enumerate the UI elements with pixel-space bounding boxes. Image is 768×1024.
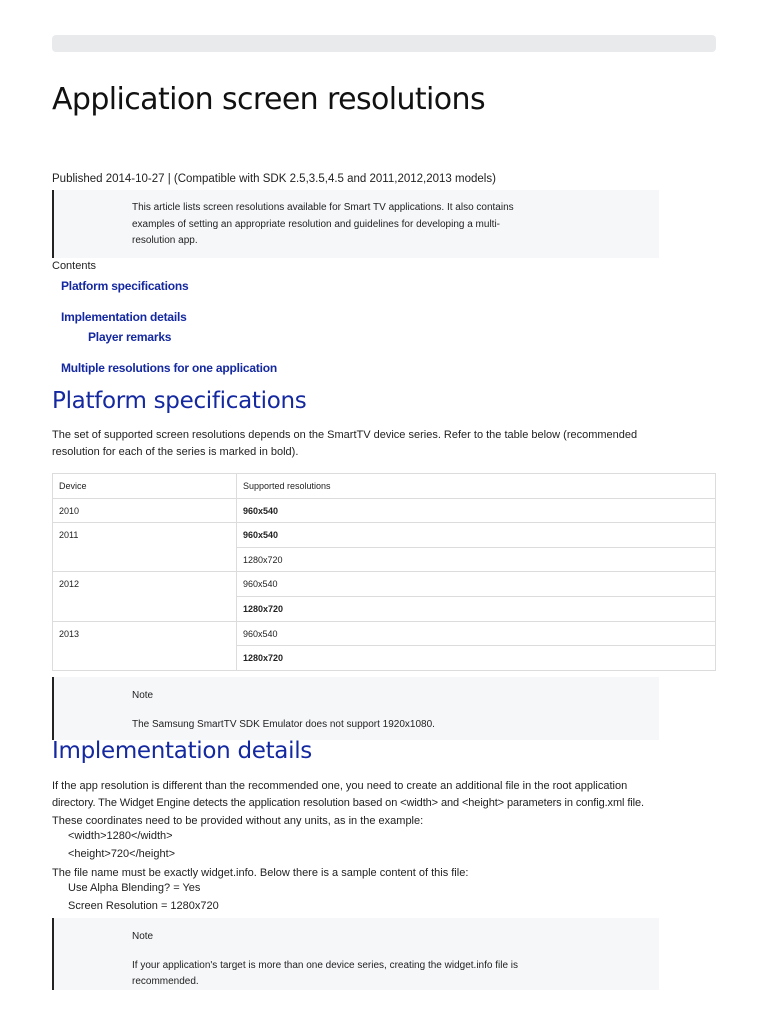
code-width: <width>1280</width> [68,830,173,842]
code-alpha: Use Alpha Blending? = Yes [68,882,201,894]
platform-intro [52,427,716,462]
filename-line: The file name must be exactly widget.info. Below there is a sample content of this file: [52,867,469,879]
platform-heading: Platform specifications [52,388,307,414]
resolution-cell: 1280x720 [237,547,716,572]
intro-line: examples of setting an appropriate resolution and guidelines for developing a multi- [132,218,501,230]
note-callout-2 [52,918,659,990]
implementation-line: directory. The Widget Engine detects the application resolution based on <width> and <height> parameters in config.xml file. [52,797,644,810]
table-header-row [53,474,716,499]
device-cell: 2012 [53,572,237,621]
resolution-cell: 1280x720 [237,596,716,621]
top-bar [52,35,716,52]
page-title: Application screen resolutions [52,82,485,117]
platform-intro-line: resolution for each of the series is marked in bold). [52,446,299,459]
device-cell: 2013 [53,621,237,670]
note-label: Note [132,931,154,942]
toc-link-multiple[interactable]: Multiple resolutions for one application [61,361,278,375]
note-text: recommended. [132,976,199,987]
resolution-cell: 960x540 [237,523,716,548]
published-info: Published 2014-10-27 | (Compatible with SDK 2.5,3.5,4.5 and 2011,2012,2013 models) [52,173,496,185]
intro-callout [52,190,659,258]
note-callout [52,677,659,740]
note-label: Note [132,690,154,701]
implementation-line: These coordinates need to be provided without any units, as in the example: [52,814,424,827]
code-height: <height>720</height> [68,848,176,860]
intro-line: resolution app. [132,235,198,246]
device-cell: 2011 [53,523,237,572]
toc-link-player[interactable]: Player remarks [88,330,172,344]
contents-label: Contents [52,260,97,272]
table-row [53,523,716,548]
table-row [53,621,716,646]
intro-line: This article lists screen resolutions available for Smart TV applications. It also contains [132,202,514,213]
table-row [53,498,716,523]
note-text: The Samsung SmartTV SDK Emulator does not support 1920x1080. [132,718,435,730]
implementation-line: If the app resolution is different than the recommended one, you need to create an additional file in the root application [52,780,628,792]
table-header: Device [53,474,237,499]
toc-link-platform[interactable]: Platform specifications [61,279,189,293]
device-cell: 2010 [53,498,237,523]
resolutions-table [52,473,716,671]
implementation-intro [52,778,716,830]
table-row [53,572,716,597]
table-header: Supported resolutions [237,474,716,499]
resolution-cell: 960x540 [237,572,716,597]
implementation-heading: Implementation details [52,738,312,764]
resolution-cell: 960x540 [237,621,716,646]
code-resolution: Screen Resolution = 1280x720 [68,900,219,912]
resolution-cell: 960x540 [237,498,716,523]
note-text: If your application's target is more than one device series, creating the widget.info file is [132,959,519,971]
toc-link-implementation[interactable]: Implementation details [61,310,187,324]
platform-intro-line: The set of supported screen resolutions depends on the SmartTV device series. Refer to the table below (recommended [52,429,638,441]
resolution-cell: 1280x720 [237,646,716,671]
